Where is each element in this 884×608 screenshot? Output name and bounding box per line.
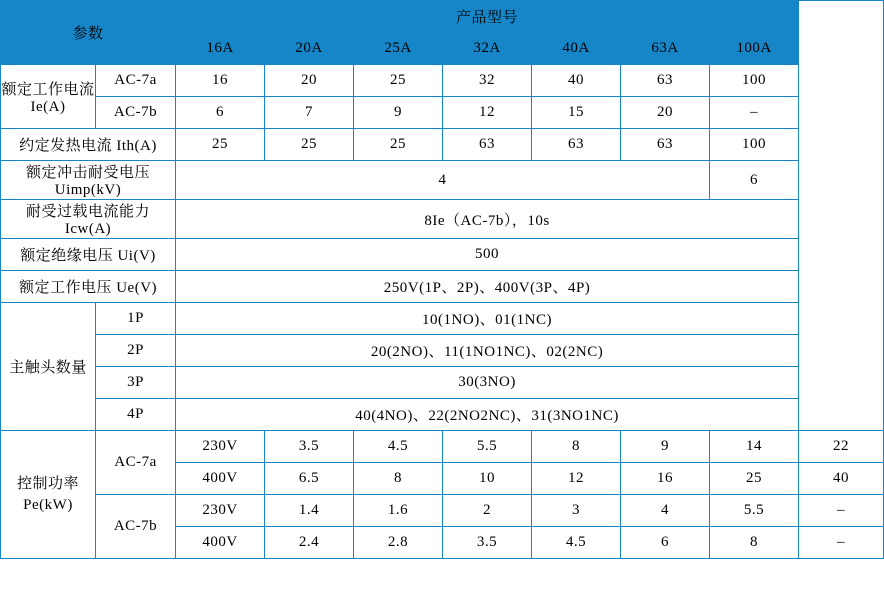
cell-value: 6 <box>176 97 265 129</box>
cell-value: 10 <box>443 463 532 495</box>
cell-value: 5.5 <box>710 495 799 527</box>
cell-value: 32 <box>443 65 532 97</box>
cell-value: 2.8 <box>354 527 443 559</box>
table-row <box>1 303 884 335</box>
cell-value: 3 <box>532 495 621 527</box>
row-label-operational-voltage: 额定工作电压 Ue(V) <box>1 271 176 303</box>
cell-value: 7 <box>265 97 354 129</box>
cell-value: 5.5 <box>443 431 532 463</box>
cell-value: 8 <box>354 463 443 495</box>
header-model-16a: 16A <box>176 33 265 65</box>
header-parameter: 参数 <box>1 1 176 65</box>
cell-value: 8Ie（AC-7b），10s <box>176 200 799 239</box>
cell-value: 1.6 <box>354 495 443 527</box>
cell-value: – <box>799 527 884 559</box>
header-model-40a: 40A <box>532 33 621 65</box>
row-label-impulse-voltage: 额定冲击耐受电压 Uimp(kV) <box>1 161 176 200</box>
cell-value: 250V(1P、2P)、400V(3P、4P) <box>176 271 799 303</box>
cell-value: 22 <box>799 431 884 463</box>
header-model-63a: 63A <box>621 33 710 65</box>
cell-value: 40 <box>799 463 884 495</box>
header-model-32a: 32A <box>443 33 532 65</box>
table-row <box>1 367 884 399</box>
cell-value: 25 <box>354 129 443 161</box>
cell-value: 100 <box>710 65 799 97</box>
cell-value: 8 <box>710 527 799 559</box>
cell-value: 16 <box>621 463 710 495</box>
row-label-control-power <box>1 431 96 559</box>
contact-pole-4p: 4P <box>96 399 176 431</box>
table-header-row-1 <box>1 1 884 33</box>
row-label-overload-withstand: 耐受过载电流能力 Icw(A) <box>1 200 176 239</box>
cell-value: 25 <box>265 129 354 161</box>
table-row <box>1 65 884 97</box>
table-row <box>1 97 884 129</box>
cell-value: 40(4NO)、22(2NO2NC)、31(3NO1NC) <box>176 399 799 431</box>
table-row <box>1 129 884 161</box>
cell-value: 2 <box>443 495 532 527</box>
cell-value: 15 <box>532 97 621 129</box>
control-power-label-line2: Pe(kW) <box>23 496 73 513</box>
cell-value: 63 <box>532 129 621 161</box>
header-model-20a: 20A <box>265 33 354 65</box>
cell-value: 4 <box>176 161 710 200</box>
row-label-main-contacts: 主触头数量 <box>1 303 96 431</box>
control-power-label-line1: 控制功率 <box>16 475 79 492</box>
cell-value: – <box>710 97 799 129</box>
cell-value: 25 <box>354 65 443 97</box>
row-label-thermal-current: 约定发热电流 Ith(A) <box>1 129 176 161</box>
power-group-ac-7b: AC-7b <box>96 495 176 559</box>
table-row <box>1 271 884 303</box>
cell-value: 6.5 <box>265 463 354 495</box>
cell-value: 6 <box>710 161 799 200</box>
power-group-ac-7a: AC-7a <box>96 431 176 495</box>
cell-value: 14 <box>710 431 799 463</box>
header-model-100a: 100A <box>710 33 799 65</box>
cell-value: 63 <box>621 129 710 161</box>
row-sublabel-ac7b: AC-7b <box>96 97 176 129</box>
row-sublabel-ac7a: AC-7a <box>96 65 176 97</box>
cell-value: – <box>799 495 884 527</box>
table-row <box>1 239 884 271</box>
cell-value: 4.5 <box>354 431 443 463</box>
cell-value: 8 <box>532 431 621 463</box>
row-label-insulation-voltage: 额定绝缘电压 Ui(V) <box>1 239 176 271</box>
table-row <box>1 335 884 367</box>
cell-value: 12 <box>532 463 621 495</box>
cell-value: 1.4 <box>265 495 354 527</box>
cell-value: 4 <box>621 495 710 527</box>
cell-value: 63 <box>621 65 710 97</box>
power-voltage-230v: 230V <box>176 431 265 463</box>
cell-value: 3.5 <box>265 431 354 463</box>
cell-value: 12 <box>443 97 532 129</box>
cell-value: 25 <box>176 129 265 161</box>
header-product-model: 产品型号 <box>176 1 799 33</box>
header-model-25a: 25A <box>354 33 443 65</box>
cell-value: 9 <box>621 431 710 463</box>
cell-value: 40 <box>532 65 621 97</box>
cell-value: 4.5 <box>532 527 621 559</box>
cell-value: 3.5 <box>443 527 532 559</box>
cell-value: 20 <box>621 97 710 129</box>
contact-pole-1p: 1P <box>96 303 176 335</box>
contact-pole-3p: 3P <box>96 367 176 399</box>
cell-value: 100 <box>710 129 799 161</box>
cell-value: 2.4 <box>265 527 354 559</box>
cell-value: 63 <box>443 129 532 161</box>
cell-value: 20(2NO)、11(1NO1NC)、02(2NC) <box>176 335 799 367</box>
table-row <box>1 399 884 431</box>
cell-value: 500 <box>176 239 799 271</box>
cell-value: 6 <box>621 527 710 559</box>
cell-value: 9 <box>354 97 443 129</box>
table-row <box>1 495 884 527</box>
cell-value: 10(1NO)、01(1NC) <box>176 303 799 335</box>
power-voltage-230v: 230V <box>176 495 265 527</box>
contact-pole-2p: 2P <box>96 335 176 367</box>
table-row <box>1 431 884 463</box>
row-label-rated-current: 额定工作电流 Ie(A) <box>1 65 96 129</box>
cell-value: 25 <box>710 463 799 495</box>
power-voltage-400v: 400V <box>176 463 265 495</box>
cell-value: 20 <box>265 65 354 97</box>
table-row <box>1 161 884 200</box>
cell-value: 30(3NO) <box>176 367 799 399</box>
cell-value: 16 <box>176 65 265 97</box>
table-row <box>1 200 884 239</box>
power-voltage-400v: 400V <box>176 527 265 559</box>
